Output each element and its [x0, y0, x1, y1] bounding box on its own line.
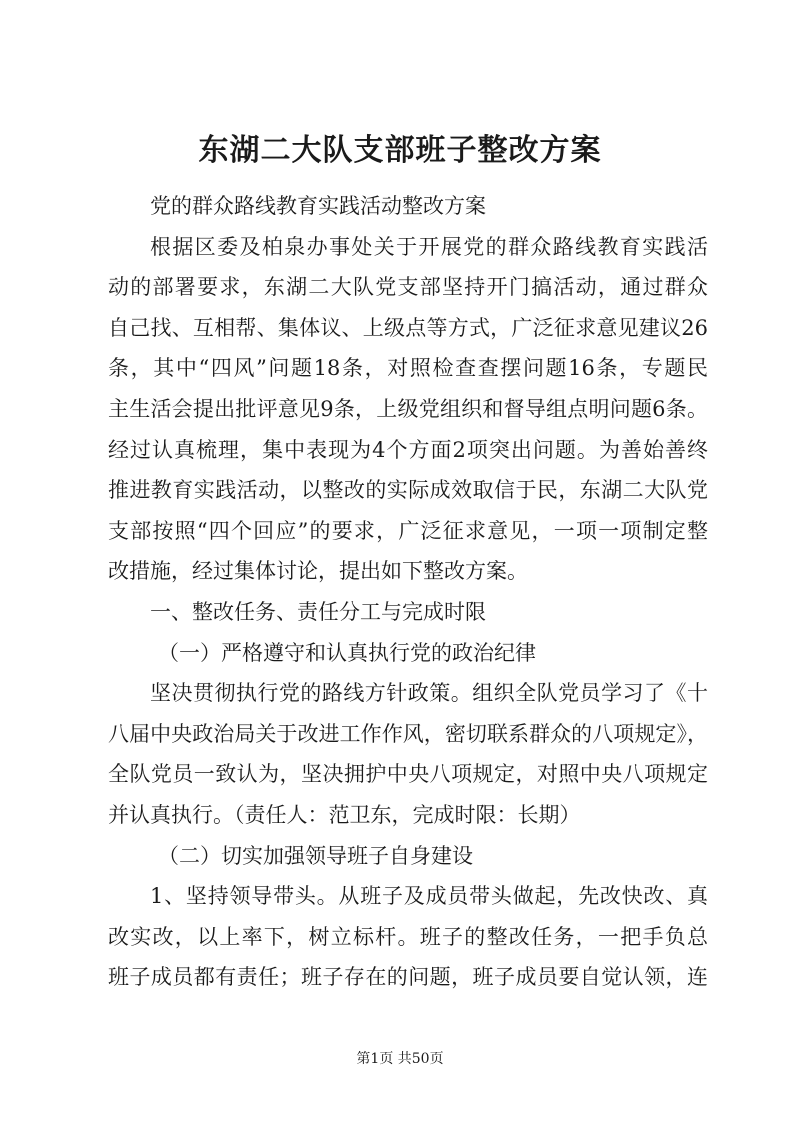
section-heading: 一、整改任务、责任分工与完成时限 [150, 599, 486, 624]
body-line: 改实改，以上率下，树立标杆。班子的整改任务，一把手负总 [108, 924, 708, 949]
body-line: 并认真执行。（责任人：范卫东，完成时限：长期） [108, 802, 581, 827]
body-line: 推进教育实践活动，以整改的实际成效取信于民，东湖二大队党 [108, 478, 708, 503]
body-line: 条，其中“四风”问题18条，对照检查查摆问题16条，专题民 [108, 356, 708, 381]
body-line: 主生活会提出批评意见9条，上级党组织和督导组点明问题6条。 [108, 396, 708, 421]
body-line: 根据区委及柏泉办事处关于开展党的群众路线教育实践活 [150, 234, 708, 259]
body-line: 八届中央政治局关于改进工作作风，密切联系群众的八项规定》， [108, 721, 708, 746]
page-number-footer: 第1页 共50页 [356, 1051, 444, 1067]
subtitle-line: 党的群众路线教育实践活动整改方案 [150, 194, 486, 218]
document-title: 东湖二大队支部班子整改方案 [198, 133, 602, 168]
body-line: 班子成员都有责任；班子存在的问题，班子成员要自觉认领，连 [108, 965, 708, 990]
body-line: 改措施，经过集体讨论，提出如下整改方案。 [108, 559, 528, 584]
body-line: 自己找、互相帮、集体议、上级点等方式，广泛征求意见建议26 [108, 315, 708, 340]
document-body [108, 186, 708, 998]
body-line: 1、坚持领导带头。从班子及成员带头做起，先改快改、真 [150, 884, 708, 909]
subsection-heading: （二）切实加强领导班子自身建设 [158, 843, 473, 868]
body-line: 全队党员一致认为，坚决拥护中央八项规定，对照中央八项规定 [108, 762, 708, 787]
subsection-heading: （一）严格遵守和认真执行党的政治纪律 [158, 640, 536, 665]
body-line: 支部按照“四个回应”的要求，广泛征求意见，一项一项制定整 [108, 518, 708, 543]
body-line: 经过认真梳理，集中表现为4个方面2项突出问题。为善始善终 [108, 437, 708, 462]
body-line: 动的部署要求，东湖二大队党支部坚持开门搞活动，通过群众 [108, 275, 708, 300]
body-line: 坚决贯彻执行党的路线方针政策。组织全队党员学习了《十 [150, 681, 708, 706]
